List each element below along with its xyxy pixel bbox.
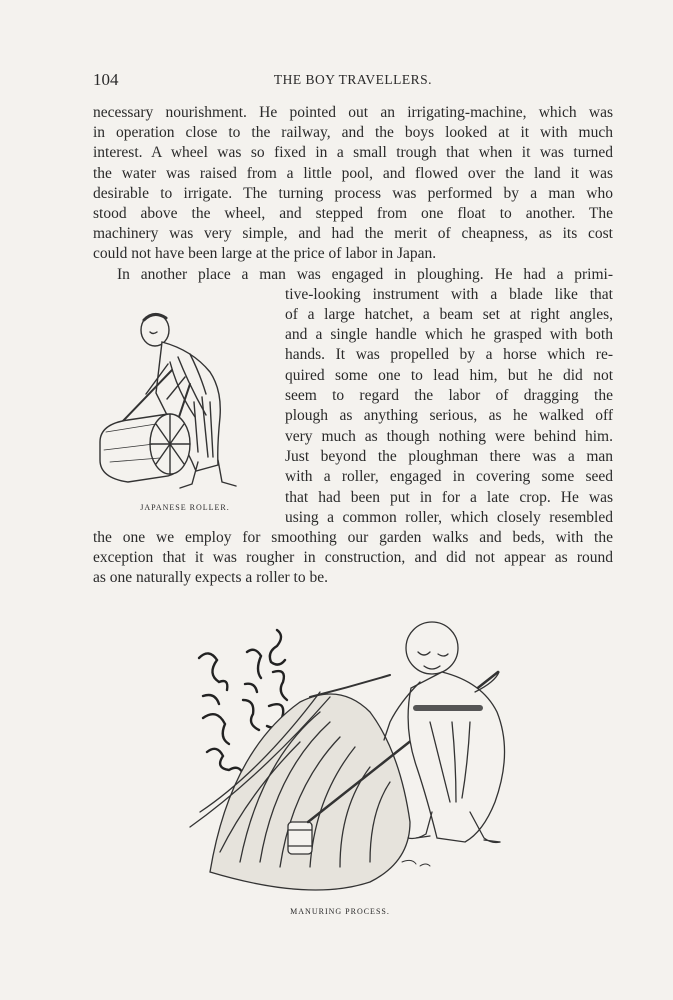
running-title: THE BOY TRAVELLERS. — [273, 72, 433, 87]
paragraph-1 — [93, 103, 613, 265]
text-line: hands. It was propelled by a horse which re- — [285, 346, 613, 363]
text-line: necessary nourishment. He pointed out an irrigating-machine, which was — [93, 104, 613, 121]
text-line: quired some one to lead him, but he did not — [285, 367, 613, 384]
text-line: the water was raised from a little pool, and flowed over the land it was — [93, 164, 613, 182]
text-line: stood above the wheel, and stepped from one float to another. The — [93, 204, 613, 222]
text-line: tive-looking instrument with a blade like that — [285, 286, 613, 303]
text-line: Just beyond the ploughman there was a man — [285, 448, 613, 465]
text-line: machinery was very simple, and had the merit of cheapness, as its cost — [93, 225, 613, 243]
paragraph-2-rest — [93, 528, 613, 589]
text-line: very much as though nothing were behind him. — [285, 428, 613, 445]
text-line: using a common roller, which closely resembled — [285, 509, 613, 526]
page-number: 104 — [93, 70, 119, 89]
manuring-caption: MANURING PROCESS. — [290, 907, 390, 916]
manuring-process-illustration — [180, 612, 550, 897]
page-header — [93, 70, 613, 94]
text-line: could not have been large at the price of labor in Japan. — [93, 245, 437, 263]
paragraph-2-first-line — [117, 265, 613, 285]
roller-caption: JAPANESE ROLLER. — [140, 503, 230, 512]
text-line: desirable to irrigate. The turning process was performed by a man who — [93, 184, 613, 202]
text-line: plough as anything serious, as he walked off — [285, 407, 613, 424]
text-line: interest. A wheel was so fixed in a small trough that when it was turned — [93, 144, 613, 162]
text-line: exception that it was rougher in construction, and did not appear as round — [93, 549, 613, 567]
text-line: In another place a man was engaged in ploughing. He had a primi- — [117, 266, 613, 283]
text-line: the one we employ for smoothing our garden walks and beds, with the — [93, 529, 613, 546]
text-line: and a single handle which he grasped with both — [285, 326, 613, 343]
text-line: in operation close to the railway, and the boys looked at it with much — [93, 124, 613, 142]
text-line: of a large hatchet, a beam set at right angles, — [285, 306, 613, 323]
text-line: as one naturally expects a roller to be. — [93, 569, 328, 587]
text-line: with a roller, engaged in covering some seed — [285, 468, 613, 485]
text-line: seem to regard the labor of dragging the — [285, 387, 613, 404]
japanese-roller-illustration — [90, 302, 275, 500]
text-line: that had been put in for a late crop. He was — [285, 489, 613, 506]
